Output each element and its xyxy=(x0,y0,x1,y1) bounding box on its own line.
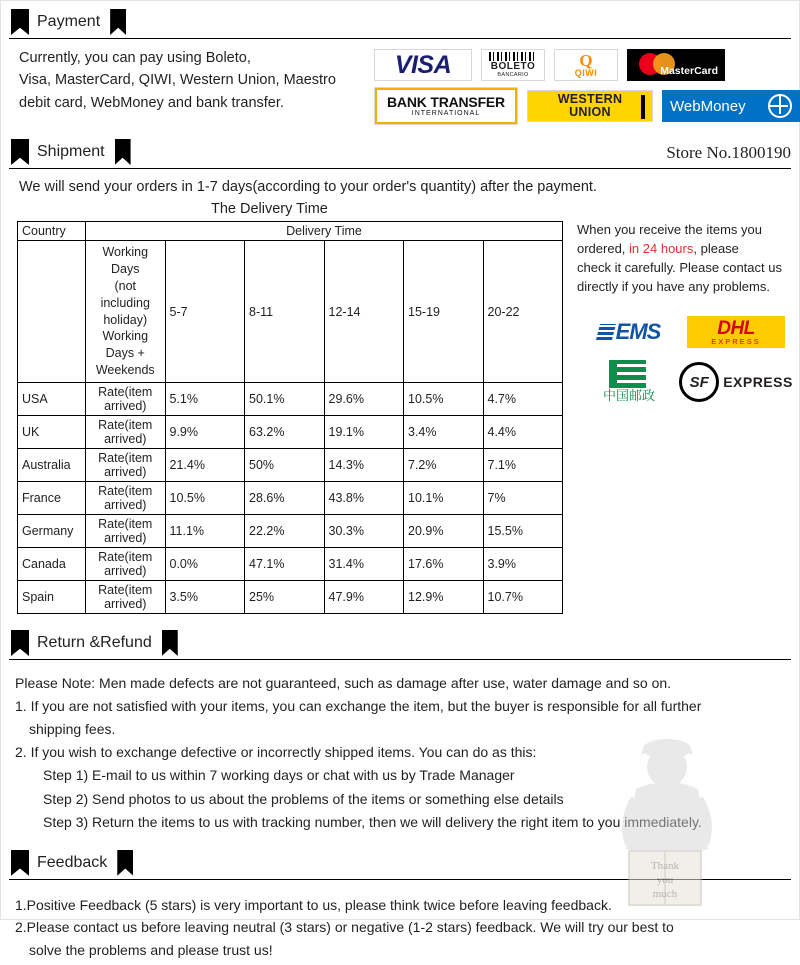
shipment-section-header xyxy=(1,137,799,167)
row-value-5: 7.1% xyxy=(483,449,563,482)
row-country: USA xyxy=(18,383,86,416)
day-range-3: 12-14 xyxy=(324,241,404,383)
boleto-label: BOLETO xyxy=(490,60,536,72)
header-delivery-time: Delivery Time xyxy=(86,222,563,241)
shipment-title: Shipment xyxy=(37,143,105,160)
row-value-3: 31.4% xyxy=(324,548,404,581)
svg-text:you: you xyxy=(656,874,674,886)
row-rate-label: Rate(item arrived) xyxy=(86,548,166,581)
return-line-3: shipping fees. xyxy=(29,721,116,738)
feedback-line-2: 2.Please contact us before leaving neutral (3 stars) or negative (1-2 stars) feedback. We will try our best to xyxy=(15,919,674,936)
table-row xyxy=(18,383,563,416)
payment-text-line-1: Currently, you can pay using Boleto, xyxy=(19,50,251,66)
barcode-icon xyxy=(489,52,537,61)
table-subheader-row xyxy=(18,241,563,383)
row-value-4: 3.4% xyxy=(404,416,484,449)
row-country: France xyxy=(18,482,86,515)
return-divider xyxy=(9,659,791,660)
webmoney-label: WebMoney xyxy=(670,97,746,115)
store-number: Store No.1800190 xyxy=(666,143,791,162)
row-rate-label: Rate(item arrived) xyxy=(86,383,166,416)
row-value-1: 21.4% xyxy=(165,449,245,482)
row-value-5: 10.7% xyxy=(483,581,563,614)
courier-logo-grid xyxy=(577,310,791,410)
qiwi-mark: Q xyxy=(579,51,593,70)
return-section-header xyxy=(1,628,799,658)
feedback-line-1: 1.Positive Feedback (5 stars) is very important to us, please think twice before leaving feedback. xyxy=(15,896,612,913)
table-row xyxy=(18,482,563,515)
table-row xyxy=(18,515,563,548)
row-value-3: 30.3% xyxy=(324,515,404,548)
row-value-4: 20.9% xyxy=(404,515,484,548)
payment-divider xyxy=(9,38,791,39)
shipment-note: We will send your orders in 1-7 days(according to your order's quantity) after the payment. xyxy=(19,179,597,195)
western-union-logo xyxy=(527,90,653,122)
return-line-2: 1. If you are not satisfied with your items, you can exchange the item, but the buyer is responsible for all further xyxy=(15,698,702,715)
side-note-line-1: When you receive the items you xyxy=(577,222,762,237)
working-days-cell xyxy=(86,241,166,383)
banner-flag-right-icon xyxy=(115,139,135,165)
row-value-3: 19.1% xyxy=(324,416,404,449)
payment-body xyxy=(1,37,799,131)
shipment-main xyxy=(1,221,799,614)
row-value-5: 7% xyxy=(483,482,563,515)
row-rate-label: Rate(item arrived) xyxy=(86,449,166,482)
day-range-5: 20-22 xyxy=(483,241,563,383)
working-days-line-1: Working Days xyxy=(102,245,149,276)
payment-logo-row-1 xyxy=(374,49,800,81)
bank-transfer-logo xyxy=(374,87,518,125)
sf-express-label: EXPRESS xyxy=(723,374,793,391)
row-country: Australia xyxy=(18,449,86,482)
row-value-4: 7.2% xyxy=(404,449,484,482)
row-value-2: 47.1% xyxy=(245,548,325,581)
header-country: Country xyxy=(18,222,86,241)
table-row xyxy=(18,548,563,581)
row-rate-label: Rate(item arrived) xyxy=(86,416,166,449)
svg-text:much: much xyxy=(652,888,678,900)
row-value-4: 10.5% xyxy=(404,383,484,416)
sf-mark-icon: SF xyxy=(679,362,719,402)
row-value-1: 0.0% xyxy=(165,548,245,581)
return-step-3: Step 3) Return the items to us with tracking number, then we will delivery the right item to you immediately. xyxy=(43,813,702,830)
banner-flag-right-icon xyxy=(117,850,137,876)
side-note-line-2-pre: ordered, xyxy=(577,240,630,256)
sf-express-logo xyxy=(679,362,793,402)
ems-stripes-icon xyxy=(596,324,616,340)
row-country: Germany xyxy=(18,515,86,548)
row-value-4: 12.9% xyxy=(404,581,484,614)
row-rate-label: Rate(item arrived) xyxy=(86,515,166,548)
row-value-5: 3.9% xyxy=(483,548,563,581)
row-value-3: 29.6% xyxy=(324,383,404,416)
day-range-1: 5-7 xyxy=(165,241,245,383)
banner-flag-right-icon xyxy=(110,9,130,35)
shipment-divider xyxy=(9,168,791,169)
row-value-2: 50.1% xyxy=(245,383,325,416)
western-union-label-2: UNION xyxy=(569,105,611,119)
webmoney-logo xyxy=(662,90,800,122)
row-value-2: 25% xyxy=(245,581,325,614)
shipment-side-note xyxy=(563,221,791,410)
table-row xyxy=(18,416,563,449)
bank-transfer-label: BANK TRANSFER xyxy=(387,94,505,110)
bank-transfer-sub: INTERNATIONAL xyxy=(411,110,481,117)
feedback-body xyxy=(1,878,799,965)
china-post-label: 中国邮政 xyxy=(602,389,655,405)
dhl-sub: EXPRESS xyxy=(711,337,761,347)
day-range-4: 15-19 xyxy=(404,241,484,383)
working-days-line-3: Working Days + Weekends xyxy=(95,329,155,378)
side-note-line-4: directly if you have any problems. xyxy=(577,278,770,294)
table-row xyxy=(18,449,563,482)
row-rate-label: Rate(item arrived) xyxy=(86,482,166,515)
table-row xyxy=(18,581,563,614)
payment-text-line-2: Visa, MasterCard, QIWI, Western Union, Maestro xyxy=(19,72,336,89)
feedback-line-3: solve the problems and please trust us! xyxy=(29,941,273,958)
western-union-label-1: WESTERN xyxy=(557,91,623,106)
row-value-2: 28.6% xyxy=(245,482,325,515)
delivery-table-title: The Delivery Time xyxy=(211,201,328,217)
row-value-4: 10.1% xyxy=(404,482,484,515)
row-value-5: 15.5% xyxy=(483,515,563,548)
dhl-logo xyxy=(687,316,785,348)
boleto-sub: BANCARIO xyxy=(497,71,529,78)
payment-title: Payment xyxy=(37,13,101,30)
return-step-2: Step 2) Send photos to us about the problems of the items or something else details xyxy=(43,790,564,807)
boleto-logo xyxy=(481,49,545,81)
payment-text xyxy=(19,47,374,114)
side-note-line-3: check it carefully. Please contact us xyxy=(577,259,782,275)
mastercard-label: MasterCard xyxy=(660,65,718,77)
payment-logo-row-2 xyxy=(374,87,800,125)
row-value-1: 10.5% xyxy=(165,482,245,515)
qiwi-label: QIWI xyxy=(574,68,598,78)
banner-flag-left-icon xyxy=(9,9,31,35)
side-note-highlight: in 24 hours xyxy=(629,240,694,256)
mastercard-logo xyxy=(627,49,725,81)
return-step-1: Step 1) E-mail to us within 7 working days or chat with us by Trade Manager xyxy=(43,767,515,784)
row-country: Canada xyxy=(18,548,86,581)
dhl-label: DHL xyxy=(717,318,755,340)
payment-logo-list xyxy=(374,47,800,125)
return-line-1: Please Note: Men made defects are not guaranteed, such as damage after use, water damage and so on. xyxy=(15,675,672,691)
visa-logo: VISA xyxy=(374,49,472,81)
row-country: UK xyxy=(18,416,86,449)
row-value-2: 50% xyxy=(245,449,325,482)
qiwi-logo xyxy=(554,49,618,81)
row-country: Spain xyxy=(18,581,86,614)
row-value-2: 22.2% xyxy=(245,515,325,548)
banner-flag-left-icon xyxy=(9,630,31,656)
ems-label: EMS xyxy=(615,319,661,345)
row-value-3: 14.3% xyxy=(324,449,404,482)
row-value-5: 4.7% xyxy=(483,383,563,416)
banner-flag-left-icon xyxy=(9,850,31,876)
row-value-2: 63.2% xyxy=(245,416,325,449)
row-value-1: 5.1% xyxy=(165,383,245,416)
row-value-3: 47.9% xyxy=(324,581,404,614)
china-post-logo xyxy=(603,360,655,404)
svg-text:Thank: Thank xyxy=(650,860,680,872)
globe-icon xyxy=(768,94,792,118)
row-rate-label: Rate(item arrived) xyxy=(86,581,166,614)
row-value-1: 9.9% xyxy=(165,416,245,449)
row-value-1: 11.1% xyxy=(165,515,245,548)
side-note-line-2-post: , please xyxy=(693,240,739,256)
ems-logo xyxy=(598,319,661,345)
delivery-time-table xyxy=(17,221,563,614)
row-value-1: 3.5% xyxy=(165,581,245,614)
row-value-3: 43.8% xyxy=(324,482,404,515)
banner-flag-left-icon xyxy=(9,139,31,165)
feedback-title: Feedback xyxy=(37,853,108,871)
subheader-blank xyxy=(18,241,86,383)
return-line-4: 2. If you wish to exchange defective or incorrectly shipped items. You can do as this: xyxy=(15,744,537,761)
table-header-row xyxy=(18,222,563,241)
china-post-mark-icon xyxy=(612,360,646,388)
working-days-line-2: (not including holiday) xyxy=(100,278,150,327)
day-range-2: 8-11 xyxy=(245,241,325,383)
row-value-5: 4.4% xyxy=(483,416,563,449)
payment-text-line-3: debit card, WebMoney and bank transfer. xyxy=(19,94,284,111)
payment-section-header xyxy=(1,7,799,37)
row-value-4: 17.6% xyxy=(404,548,484,581)
return-title: Return &Refund xyxy=(37,634,152,651)
side-note-line-2 xyxy=(577,240,791,259)
banner-flag-right-icon xyxy=(162,630,182,656)
